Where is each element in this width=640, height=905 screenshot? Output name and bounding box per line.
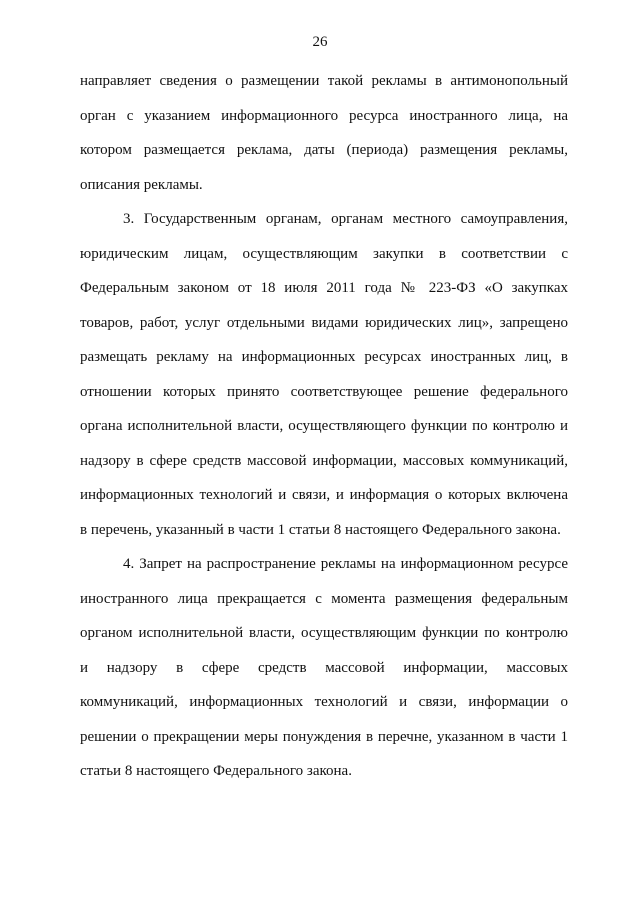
text-line: котором размещается реклама, даты (периода) размещения рекламы, xyxy=(80,142,568,158)
text-line: Федеральным законом от 18 июля 2011 года № 223-ФЗ «О закупках xyxy=(80,280,568,296)
text-line: коммуникаций, информационных технологий и связи, информации о xyxy=(80,694,568,710)
paragraph-section-4 xyxy=(80,547,568,789)
text-line: иностранного лица прекращается с момента размещения федеральным xyxy=(80,590,568,607)
paragraph-continuation xyxy=(80,64,568,202)
text-line: орган с указанием информационного ресурса иностранного лица, на xyxy=(80,107,568,124)
text-line: информационных технологий и связи, и информация о которых включена xyxy=(80,487,568,503)
text-line: органом исполнительной власти, осуществляющим функции по контролю xyxy=(80,625,568,641)
text-line: статьи 8 настоящего Федерального закона. xyxy=(80,763,352,779)
paragraph-section-3 xyxy=(80,202,568,547)
text-line: описания рекламы. xyxy=(80,176,203,193)
text-line: товаров, работ, услуг отдельными видами юридических лиц», запрещено xyxy=(80,314,568,331)
document-body xyxy=(80,64,568,789)
text-line: и надзору в сфере средств массовой информации, массовых xyxy=(80,659,568,676)
text-line: решении о прекращении меры понуждения в перечне, указанном в части 1 xyxy=(80,728,568,745)
text-line: направляет сведения о размещении такой рекламы в антимонопольный xyxy=(80,73,568,89)
text-line: 3. Государственным органам, органам местного самоуправления, xyxy=(123,211,568,227)
page-number: 26 xyxy=(312,34,328,50)
text-line: размещать рекламу на информационных ресурсах иностранных лиц, в xyxy=(80,349,568,365)
text-line: в перечень, указанный в части 1 статьи 8 настоящего Федерального закона. xyxy=(80,521,561,538)
text-line: надзору в сфере средств массовой информации, массовых коммуникаций, xyxy=(80,452,568,469)
text-line: органа исполнительной власти, осуществляющего функции по контролю и xyxy=(80,418,568,434)
text-line: 4. Запрет на распространение рекламы на информационном ресурсе xyxy=(123,556,568,572)
text-line: юридическим лицам, осуществляющим закупки в соответствии с xyxy=(80,245,568,262)
text-line: отношении которых принято соответствующее решение федерального xyxy=(80,383,568,400)
